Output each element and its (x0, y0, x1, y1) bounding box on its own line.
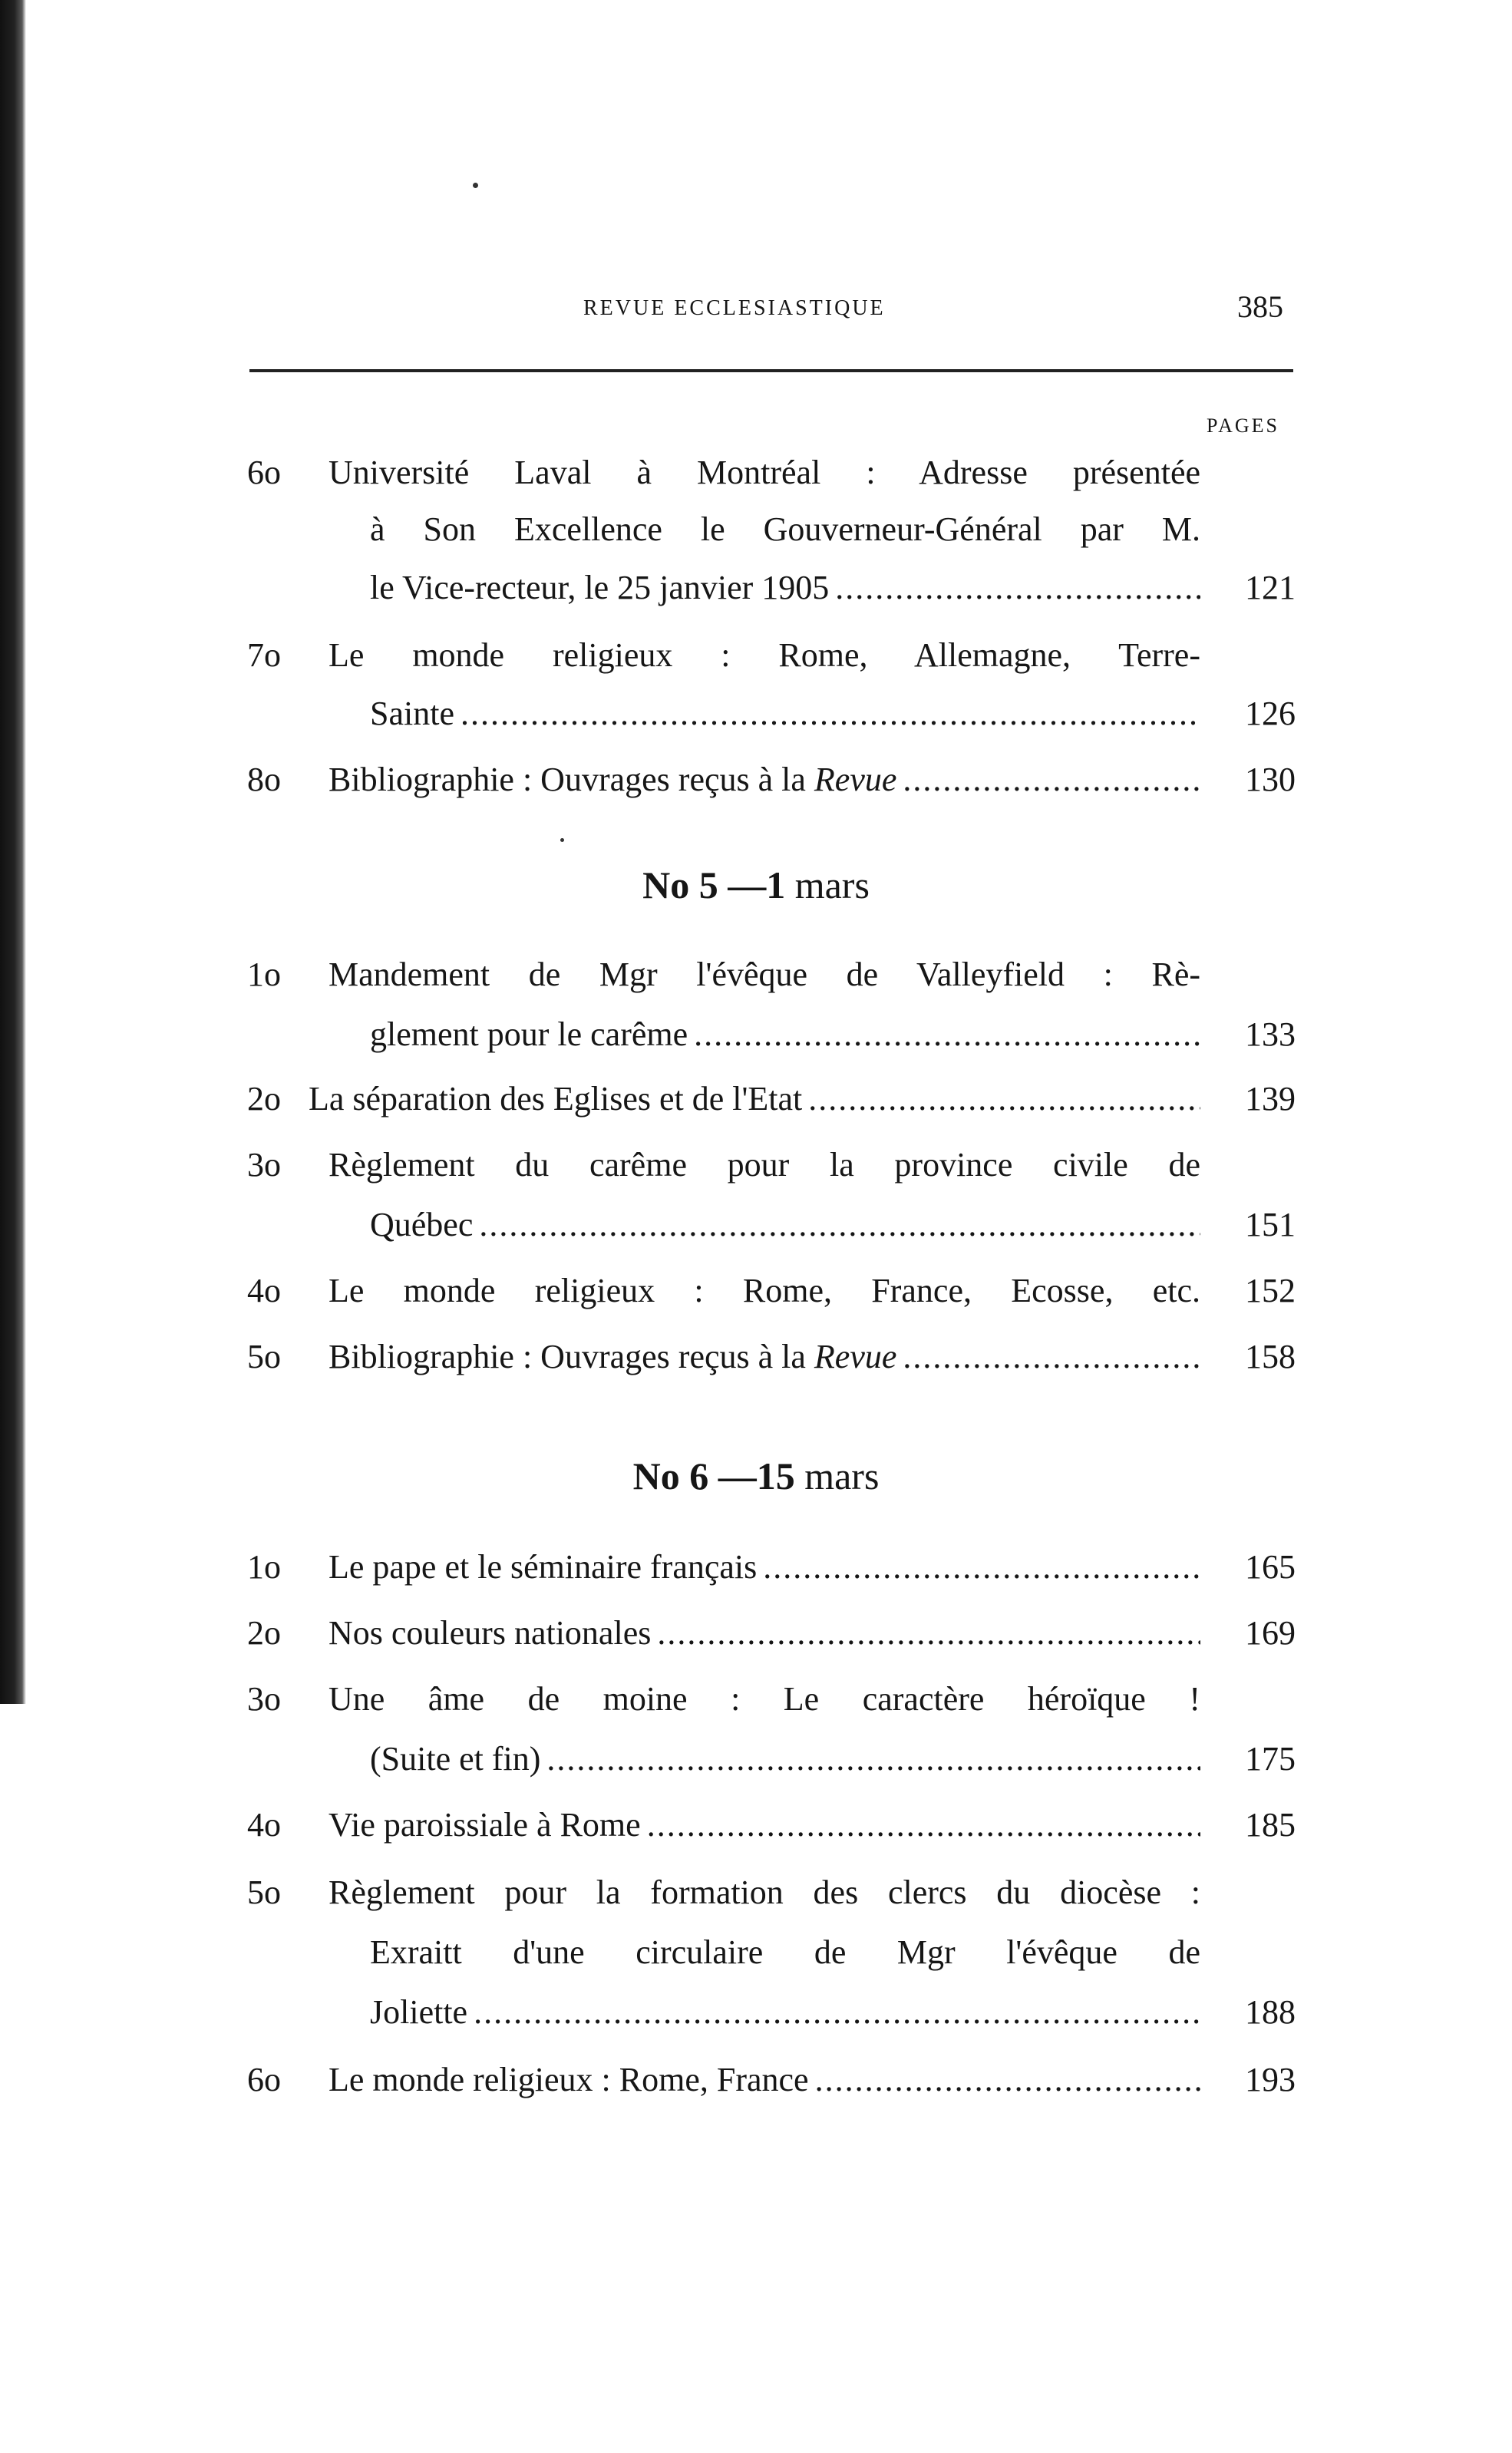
entry-number: 3o (247, 1680, 281, 1718)
scan-edge-shadow (0, 0, 26, 1704)
leader-dots (461, 694, 1200, 733)
header-rule (249, 369, 1293, 372)
entry-title-line: Joliette ..... (370, 1992, 1200, 2032)
entry-title-line: Exraitt d'une circulaire de Mgr l'évêque de (370, 1933, 1200, 1971)
entry-page-number: 133 (1245, 1015, 1296, 1053)
leader-dots (903, 760, 1200, 799)
italic-title: Revue (814, 761, 897, 798)
ink-speck (473, 183, 478, 188)
entry-number: 4o (247, 1272, 281, 1309)
entry-number: 7o (247, 636, 281, 674)
leader-dots (763, 1547, 1200, 1586)
leader-dots (815, 2060, 1200, 2099)
entry-number: 4o (247, 1806, 281, 1844)
entry-page-number: 185 (1245, 1806, 1296, 1844)
leader-dots (694, 1015, 1200, 1054)
entry-number: 1o (247, 1548, 281, 1586)
entry-title-line: Une âme de moine : Le caractère héroïque ! (328, 1680, 1200, 1718)
entry-title-line: Bibliographie : Ouvrages reçus à la Revue ..... (328, 1337, 1200, 1376)
entry-page-number: 151 (1245, 1206, 1296, 1243)
entry-title-line: La séparation des Eglises et de l'Etat ..... (309, 1079, 1200, 1118)
entry-number: 2o (247, 1080, 281, 1118)
entry-number: 2o (247, 1614, 281, 1652)
entry-title-line: Sainte ..... (370, 694, 1200, 733)
leader-dots (647, 1805, 1200, 1844)
leader-dots (808, 1079, 1200, 1118)
leader-dots (474, 1992, 1200, 2032)
entry-title-line: Règlement pour la formation des clercs du diocèse : (328, 1874, 1200, 1911)
entry-title-line: Université Laval à Montréal : Adresse présentée (328, 454, 1200, 491)
section-heading: No 5 —1 mars (642, 863, 870, 906)
entry-title-line: à Son Excellence le Gouverneur-Général par M. (370, 510, 1200, 548)
entry-number: 6o (247, 2061, 281, 2098)
entry-page-number: 165 (1245, 1548, 1296, 1586)
entry-title-line: Le monde religieux : Rome, France ..... (328, 2060, 1200, 2099)
entry-page-number: 188 (1245, 1993, 1296, 2031)
page-number: 385 (1237, 289, 1283, 324)
entry-title-line: Nos couleurs nationales ..... (328, 1613, 1200, 1652)
pages-column-label: PAGES (1207, 414, 1279, 437)
leader-dots (546, 1739, 1200, 1778)
entry-title-line: Le pape et le séminaire français ..... (328, 1547, 1200, 1586)
leader-dots (479, 1205, 1200, 1244)
ink-speck (560, 838, 564, 842)
italic-title: Revue (814, 1338, 897, 1375)
entry-title-line: glement pour le carême ..... (370, 1015, 1200, 1054)
running-title: REVUE ECCLESIASTIQUE (583, 296, 886, 320)
entry-page-number: 121 (1245, 569, 1296, 606)
entry-number: 1o (247, 956, 281, 993)
entry-page-number: 193 (1245, 2061, 1296, 2098)
entry-title-line: Le monde religieux : Rome, France, Ecosse, etc. (328, 1272, 1200, 1309)
entry-title-line: (Suite et fin) ..... (370, 1739, 1200, 1778)
entry-title-line: Le monde religieux : Rome, Allemagne, Terre- (328, 636, 1200, 674)
entry-page-number: 169 (1245, 1614, 1296, 1652)
leader-dots (657, 1613, 1200, 1652)
entry-number: 3o (247, 1146, 281, 1184)
entry-number: 8o (247, 761, 281, 798)
leader-dots (835, 568, 1200, 607)
entry-page-number: 130 (1245, 761, 1296, 798)
entry-number: 6o (247, 454, 281, 491)
entry-title-line: le Vice-recteur, le 25 janvier 1905 ..... (370, 568, 1200, 607)
entry-title-line: Vie paroissiale à Rome ..... (328, 1805, 1200, 1844)
entry-page-number: 158 (1245, 1338, 1296, 1375)
entry-page-number: 152 (1245, 1272, 1296, 1309)
entry-number: 5o (247, 1338, 281, 1375)
entry-page-number: 139 (1245, 1080, 1296, 1118)
entry-title-line: Mandement de Mgr l'évêque de Valleyfield : Rè- (328, 956, 1200, 993)
entry-title-line: Règlement du carême pour la province civile de (328, 1146, 1200, 1184)
entry-number: 5o (247, 1874, 281, 1911)
leader-dots (903, 1337, 1200, 1376)
entry-title-line: Québec ..... (370, 1205, 1200, 1244)
section-heading: No 6 —15 mars (632, 1454, 880, 1497)
entry-page-number: 126 (1245, 695, 1296, 732)
entry-page-number: 175 (1245, 1740, 1296, 1778)
entry-title-line: Bibliographie : Ouvrages reçus à la Revue ..... (328, 760, 1200, 799)
